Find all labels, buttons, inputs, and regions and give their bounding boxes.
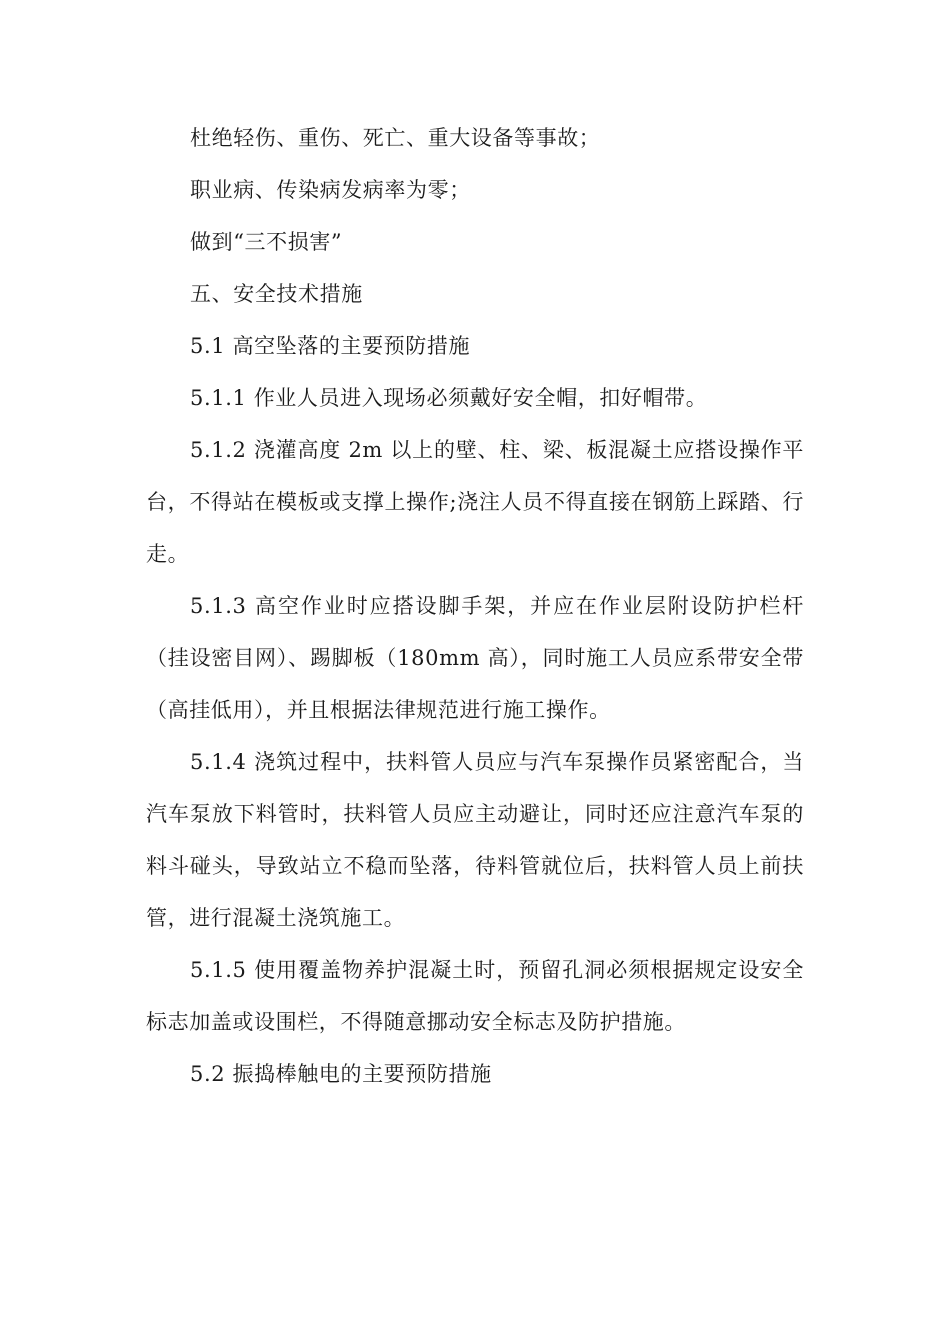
paragraph-5-1-5: 5.1.5 使用覆盖物养护混凝土时，预留孔洞必须根据规定设安全标志加盖或设围栏，不得随意挪动安全标志及防护措施。 bbox=[146, 958, 804, 1034]
paragraph-5-1-3: 5.1.3 高空作业时应搭设脚手架，并应在作业层附设防护栏杆（挂设密目网）、踢脚板（180mm 高），同时施工人员应系带安全带（高挂低用），并且根据法律规范进行施工操作。 bbox=[146, 594, 804, 722]
document-body bbox=[146, 112, 804, 1100]
subsection-heading-electric-shock: 5.2 振捣棒触电的主要预防措施 bbox=[190, 1062, 492, 1086]
paragraph-5-1-1: 5.1.1 作业人员进入现场必须戴好安全帽，扣好帽带。 bbox=[190, 386, 708, 410]
subsection-heading-fall-prevention: 5.1 高空坠落的主要预防措施 bbox=[190, 334, 471, 358]
paragraph-5-1-4: 5.1.4 浇筑过程中，扶料管人员应与汽车泵操作员紧密配合，当汽车泵放下料管时，扶料管人员应主动避让，同时还应注意汽车泵的料斗碰头，导致站立不稳而坠落，待料管就位后，扶料管人员上前扶管，进行混凝土浇筑施工。 bbox=[146, 750, 804, 930]
paragraph-5-1-2: 5.1.2 浇灌高度 2m 以上的壁、柱、梁、板混凝土应搭设操作平台，不得站在模板或支撑上操作;浇注人员不得直接在钢筋上踩踏、行走。 bbox=[146, 438, 804, 566]
section-heading-safety-measures: 五、安全技术措施 bbox=[190, 282, 363, 306]
paragraph-accident-goal: 杜绝轻伤、重伤、死亡、重大设备等事故； bbox=[190, 126, 601, 150]
paragraph-three-no-harm: 做到“三不损害” bbox=[190, 230, 343, 254]
paragraph-disease-goal: 职业病、传染病发病率为零； bbox=[190, 178, 471, 202]
